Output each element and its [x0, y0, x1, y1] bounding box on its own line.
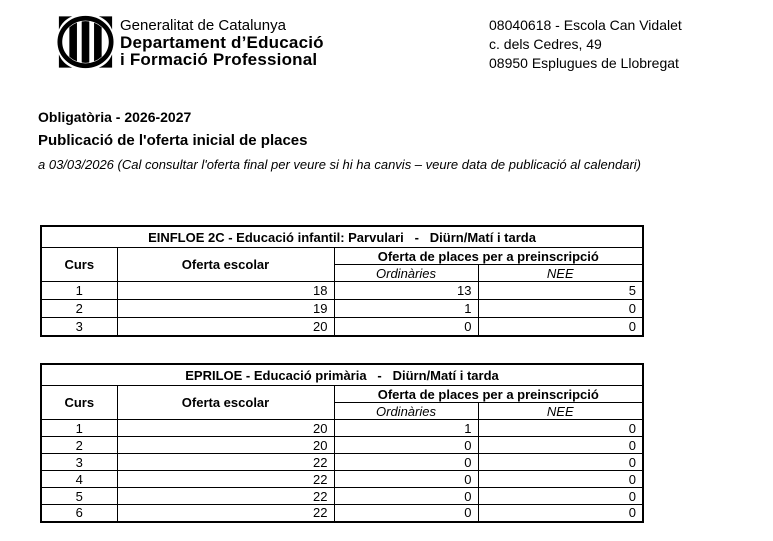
- cell-oferta-escolar: 22: [117, 488, 334, 505]
- cell-oferta-escolar: 19: [117, 300, 334, 318]
- cell-ordinaries: 0: [334, 471, 478, 488]
- cell-curs: 4: [41, 471, 117, 488]
- cell-ordinaries: 0: [334, 318, 478, 336]
- th-ordinaries: Ordinàries: [334, 265, 478, 282]
- cell-oferta-escolar: 20: [117, 437, 334, 454]
- cell-oferta-escolar: 22: [117, 505, 334, 522]
- cell-ordinaries: 0: [334, 505, 478, 522]
- cell-curs: 3: [41, 318, 117, 336]
- cell-curs: 3: [41, 454, 117, 471]
- th-curs: Curs: [41, 386, 117, 420]
- th-nee: NEE: [478, 265, 643, 282]
- cell-nee: 0: [478, 471, 643, 488]
- school-address-block: [489, 16, 682, 73]
- table-row: [41, 454, 643, 471]
- th-preinscripcio-group: Oferta de places per a preinscripció: [334, 248, 643, 265]
- cell-curs: 1: [41, 420, 117, 437]
- org-line-departament: Departament d’Educació: [120, 33, 324, 52]
- title-note: a 03/03/2026 (Cal consultar l'oferta final per veure si hi ha canvis – veure data de publicació al calendari): [38, 157, 642, 172]
- cell-oferta-escolar: 22: [117, 454, 334, 471]
- table-educacio-primaria: [40, 363, 644, 523]
- school-city: 08950 Esplugues de Llobregat: [489, 55, 679, 71]
- table-row: [41, 471, 643, 488]
- cell-ordinaries: 0: [334, 488, 478, 505]
- cell-nee: 0: [478, 505, 643, 522]
- table-row: [41, 488, 643, 505]
- cell-nee: 0: [478, 318, 643, 336]
- th-preinscripcio-group: Oferta de places per a preinscripció: [334, 386, 643, 403]
- school-street: c. dels Cedres, 49: [489, 36, 602, 52]
- cell-curs: 2: [41, 437, 117, 454]
- cell-ordinaries: 1: [334, 420, 478, 437]
- cell-nee: 0: [478, 420, 643, 437]
- cell-oferta-escolar: 22: [117, 471, 334, 488]
- table-header-row: [41, 248, 643, 265]
- cell-nee: 0: [478, 488, 643, 505]
- cell-curs: 6: [41, 505, 117, 522]
- titles-block: [38, 108, 641, 173]
- generalitat-logo: [57, 14, 114, 70]
- table-row: [41, 318, 643, 336]
- th-nee: NEE: [478, 403, 643, 420]
- cell-nee: 0: [478, 454, 643, 471]
- cell-nee: 0: [478, 437, 643, 454]
- cell-oferta-escolar: 20: [117, 420, 334, 437]
- table-educacio-infantil: [40, 225, 644, 337]
- table-title: EPRILOE - Educació primària - Diürn/Matí i tarda: [41, 364, 643, 386]
- org-line-formacio: i Formació Professional: [120, 50, 318, 69]
- table-title: EINFLOE 2C - Educació infantil: Parvulari - Diürn/Matí i tarda: [41, 226, 643, 248]
- org-line-generalitat: Generalitat de Catalunya: [120, 17, 286, 34]
- title-regime: Obligatòria - 2026-2027: [38, 109, 192, 125]
- table-header-row: [41, 386, 643, 403]
- table-row: [41, 437, 643, 454]
- cell-ordinaries: 0: [334, 437, 478, 454]
- table-row: [41, 282, 643, 300]
- table-row: [41, 420, 643, 437]
- page-title: Publicació de l'oferta inicial de places: [38, 132, 308, 149]
- cell-oferta-escolar: 18: [117, 282, 334, 300]
- cell-ordinaries: 0: [334, 454, 478, 471]
- cell-oferta-escolar: 20: [117, 318, 334, 336]
- th-curs: Curs: [41, 248, 117, 282]
- cell-ordinaries: 13: [334, 282, 478, 300]
- th-oferta-escolar: Oferta escolar: [117, 386, 334, 420]
- table-row: [41, 300, 643, 318]
- table-title-row: [41, 226, 643, 248]
- cell-nee: 0: [478, 300, 643, 318]
- cell-ordinaries: 1: [334, 300, 478, 318]
- th-ordinaries: Ordinàries: [334, 403, 478, 420]
- school-code-name: 08040618 - Escola Can Vidalet: [489, 17, 682, 33]
- cell-curs: 2: [41, 300, 117, 318]
- table-title-row: [41, 364, 643, 386]
- th-oferta-escolar: Oferta escolar: [117, 248, 334, 282]
- cell-nee: 5: [478, 282, 643, 300]
- org-name-block: [120, 17, 324, 68]
- senyera-shield-icon: [57, 14, 114, 70]
- table-row: [41, 505, 643, 522]
- cell-curs: 1: [41, 282, 117, 300]
- cell-curs: 5: [41, 488, 117, 505]
